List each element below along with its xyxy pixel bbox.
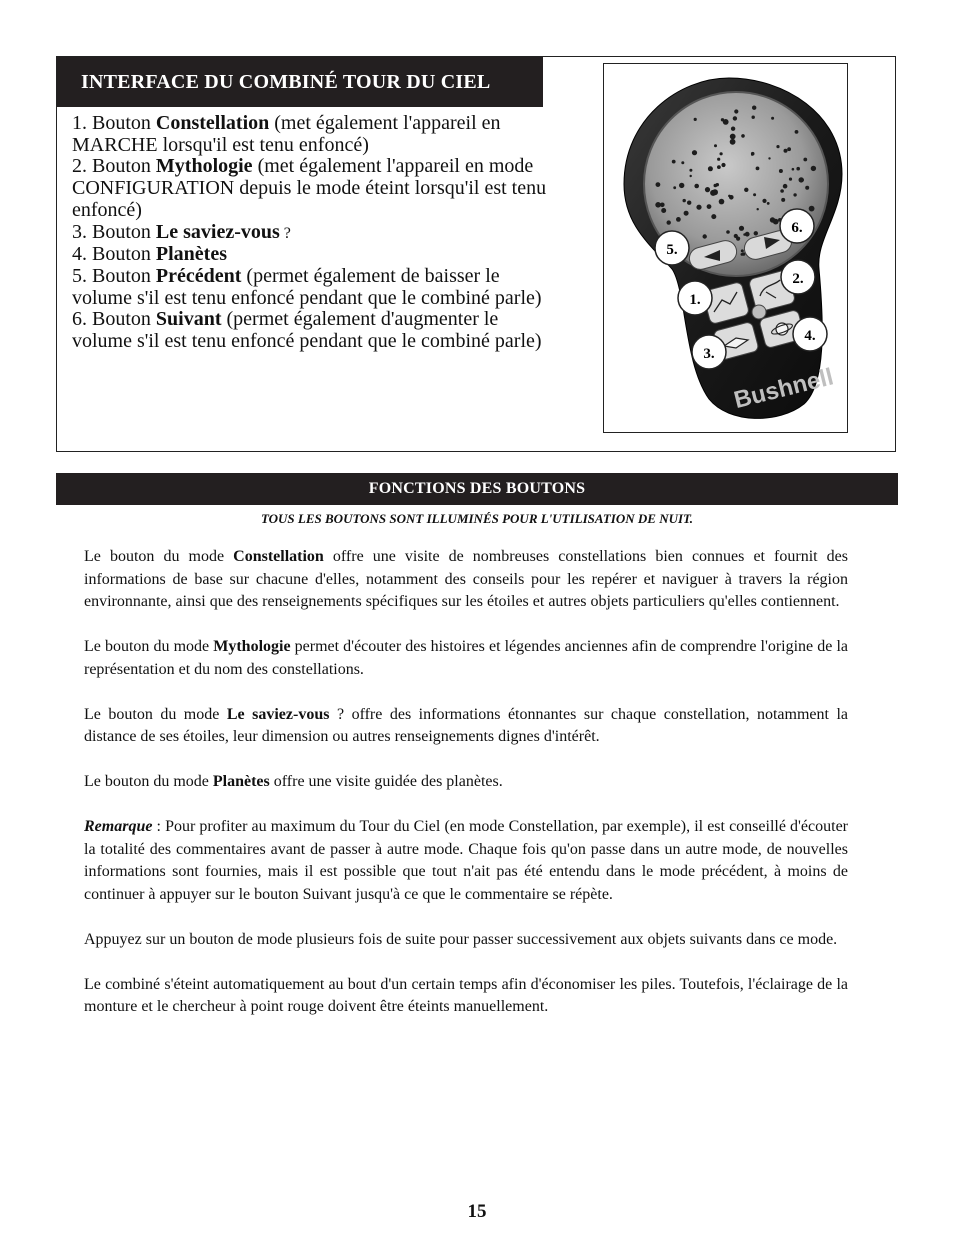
callout-3 bbox=[692, 335, 726, 369]
speaker-hole bbox=[795, 130, 799, 134]
speaker-hole bbox=[787, 147, 791, 151]
speaker-hole bbox=[792, 168, 795, 171]
speaker-hole bbox=[689, 169, 692, 172]
speaker-hole bbox=[676, 217, 681, 222]
button-list bbox=[72, 113, 554, 353]
callout-6 bbox=[780, 209, 814, 243]
callout-4 bbox=[793, 317, 827, 351]
speaker-hole bbox=[809, 206, 815, 212]
handset-drawing bbox=[604, 64, 846, 431]
button-name: Suivant bbox=[155, 308, 222, 331]
speaker-hole bbox=[757, 208, 759, 210]
speaker-hole bbox=[789, 178, 792, 181]
speaker-hole bbox=[694, 118, 697, 121]
speaker-hole bbox=[793, 193, 796, 196]
paragraph-constellation: Le bouton du mode Constellation offre une visite de nombreuses constellations bien connues et fournit des informations de base sur chacune d'elles, notamment des conseils pour les repérer et naviguer à travers la région environnante, ainsi que des renseignements spécifiques sur les étoiles et autres objets particuliers qu'elles contiennent. bbox=[84, 548, 848, 610]
callout-1 bbox=[678, 281, 712, 315]
speaker-hole bbox=[780, 189, 784, 193]
speaker-hole bbox=[767, 202, 770, 205]
body-text bbox=[84, 546, 848, 1041]
speaker-hole bbox=[751, 152, 755, 156]
speaker-hole bbox=[687, 201, 691, 205]
speaker-hole bbox=[739, 226, 744, 231]
svg-text:5.: 5. bbox=[666, 242, 678, 258]
callout-2 bbox=[781, 260, 815, 294]
speaker-hole bbox=[673, 186, 676, 189]
night-use-note: TOUS LES BOUTONS SONT ILLUMINÉS POUR L'UTILISATION DE NUIT. bbox=[260, 511, 694, 526]
paragraph-repeat-press: Appuyez sur un bouton de mode plusieurs fois de suite pour passer successivement aux objets suivants dans ce mode. bbox=[84, 930, 838, 948]
speaker-hole bbox=[661, 208, 666, 213]
speaker-hole bbox=[714, 184, 718, 188]
speaker-hole bbox=[796, 167, 800, 171]
speaker-hole bbox=[711, 214, 716, 219]
speaker-hole bbox=[805, 186, 809, 190]
svg-text:3.: 3. bbox=[703, 346, 715, 362]
speaker-hole bbox=[726, 230, 730, 234]
speaker-hole bbox=[723, 119, 729, 125]
interface-heading: INTERFACE DU COMBINÉ TOUR DU CIEL bbox=[57, 57, 543, 107]
speaker-hole bbox=[744, 188, 748, 192]
speaker-hole bbox=[779, 169, 783, 173]
interface-section bbox=[56, 56, 896, 452]
speaker-hole bbox=[712, 189, 718, 195]
speaker-hole bbox=[719, 199, 725, 205]
speaker-hole bbox=[734, 234, 738, 238]
speaker-hole bbox=[754, 231, 758, 235]
callout-5 bbox=[655, 231, 689, 265]
button-list-item: 3. Bouton Le saviez-vous ? bbox=[72, 220, 291, 243]
speaker-hole bbox=[730, 134, 736, 140]
speaker-hole bbox=[714, 144, 717, 147]
button-list-item: 1. Bouton Constellation (met également l'appareil en MARCHE lorsqu'il est tenu enfoncé) bbox=[72, 112, 501, 156]
speaker-hole bbox=[708, 166, 713, 171]
speaker-hole bbox=[741, 134, 745, 138]
speaker-hole bbox=[730, 139, 736, 145]
button-name: Mythologie bbox=[155, 155, 253, 178]
speaker-hole bbox=[776, 145, 779, 148]
speaker-hole bbox=[656, 182, 661, 187]
button-list-item: 6. Bouton Suivant (permet également d'augmenter le volume s'il est tenu enfoncé pendant que le combiné parle) bbox=[72, 308, 542, 353]
speaker-hole bbox=[741, 249, 744, 252]
handset-illustration bbox=[603, 63, 848, 433]
speaker-hole bbox=[742, 252, 745, 255]
speaker-hole bbox=[703, 234, 707, 238]
speaker-hole bbox=[655, 202, 661, 208]
speaker-hole bbox=[721, 163, 725, 167]
speaker-hole bbox=[717, 165, 721, 169]
page-number: 15 bbox=[467, 1201, 487, 1222]
button-name: Planètes bbox=[155, 243, 227, 266]
speaker-hole bbox=[734, 109, 738, 113]
speaker-hole bbox=[762, 199, 766, 203]
button-list-item: 5. Bouton Précédent (permet également de baisser le volume s'il est tenu enfoncé pendant que le combiné parle) bbox=[72, 264, 542, 309]
speaker-hole bbox=[696, 205, 701, 210]
speaker-hole bbox=[784, 149, 788, 153]
svg-text:6.: 6. bbox=[791, 220, 803, 236]
speaker-hole bbox=[752, 106, 756, 110]
paragraph-auto-off: Le combiné s'éteint automatiquement au bout d'un certain temps afin d'économiser les piles. Toutefois, l'éclairage de la monture et le chercheur à point rouge doivent être éteints manuellement. bbox=[84, 975, 848, 1015]
speaker-hole bbox=[783, 184, 788, 189]
speaker-hole bbox=[811, 166, 816, 171]
speaker-hole bbox=[756, 167, 760, 171]
speaker-hole bbox=[743, 233, 746, 236]
speaker-hole bbox=[672, 160, 676, 164]
svg-text:2.: 2. bbox=[792, 271, 804, 287]
speaker-hole bbox=[733, 116, 737, 120]
paragraph-planets: Le bouton du mode Planètes offre une visite guidée des planètes. bbox=[84, 773, 503, 790]
speaker-hole bbox=[731, 127, 735, 131]
speaker-hole bbox=[720, 152, 723, 155]
speaker-hole bbox=[705, 187, 710, 192]
svg-text:4.: 4. bbox=[804, 328, 816, 344]
speaker-hole bbox=[753, 193, 756, 196]
speaker-hole bbox=[781, 198, 785, 202]
button-name: Constellation bbox=[155, 112, 270, 134]
button-name: Le saviez-vous bbox=[155, 220, 280, 243]
speaker-hole bbox=[768, 157, 770, 159]
svg-text:1.: 1. bbox=[689, 292, 701, 308]
speaker-hole bbox=[752, 116, 755, 119]
paragraph-did-you-know: Le bouton du mode Le saviez-vous ? offre des informations étonnantes sur chaque constellation, notamment la distance de ses étoiles, leur dimension ou autres renseignements dignes d'intérêt. bbox=[84, 705, 848, 745]
speaker-hole bbox=[667, 220, 671, 224]
center-button[interactable] bbox=[752, 305, 766, 319]
button-name: Précédent bbox=[155, 264, 242, 287]
paragraph-remark: Remarque : Pour profiter au maximum du Tour du Ciel (en mode Constellation, par exemple), il est conseillé d'écouter la totalité des commentaires avant de passer à autre mode. Chaque fois qu'on passe dans un autre mode, de nouvelles informations sont fournies, mais il est possible que tout n'ait pas été entendu dans le mode précédent, à moins de continuer à appuyer sur le bouton Suivant jusqu'à ce que le commentaire se répète. bbox=[84, 818, 848, 903]
speaker-hole bbox=[803, 158, 807, 162]
paragraph-mythology: Le bouton du mode Mythologie permet d'écouter des histoires et légendes anciennes afin de comprendre l'origine de la représentation et du nom des constellations. bbox=[84, 638, 848, 678]
button-list-item: 4. Bouton Planètes bbox=[72, 243, 227, 266]
brand-logo: Bushnell bbox=[731, 363, 837, 415]
speaker-hole bbox=[690, 175, 692, 177]
fonctions-heading: FONCTIONS DES BOUTONS bbox=[56, 473, 898, 505]
button-list-item: 2. Bouton Mythologie (met également l'appareil en mode CONFIGURATION depuis le mode éteint lorsqu'il est tenu enfoncé) bbox=[72, 155, 547, 221]
speaker-hole bbox=[771, 117, 774, 120]
speaker-hole bbox=[801, 179, 804, 182]
speaker-hole bbox=[692, 150, 697, 155]
speaker-hole bbox=[770, 217, 775, 222]
speaker-hole bbox=[683, 199, 686, 202]
speaker-hole bbox=[684, 211, 689, 216]
speaker-hole bbox=[694, 184, 699, 189]
speaker-hole bbox=[679, 183, 684, 188]
speaker-hole bbox=[728, 195, 731, 198]
speaker-hole bbox=[717, 158, 720, 161]
speaker-hole bbox=[707, 204, 712, 209]
speaker-hole bbox=[681, 161, 684, 164]
